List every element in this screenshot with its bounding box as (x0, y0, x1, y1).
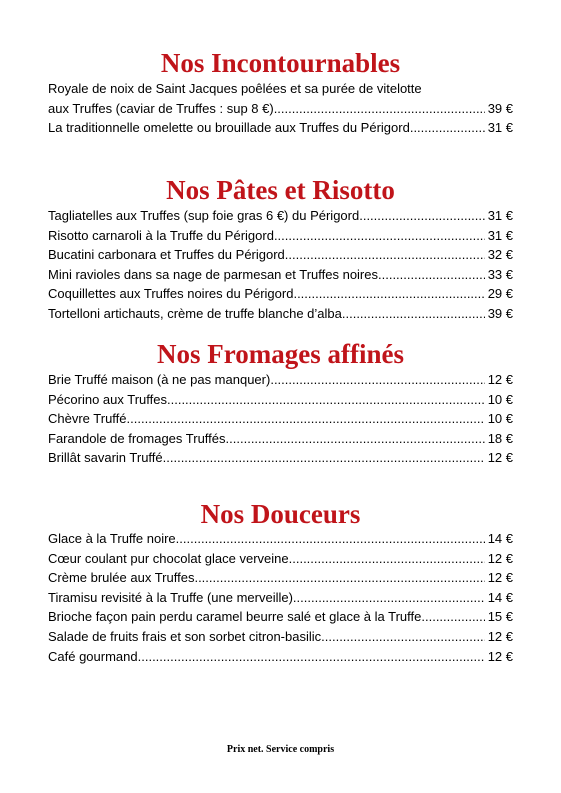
menu-item-lead (48, 79, 513, 99)
dot-leader (270, 370, 484, 390)
menu-item-price: 12 € (487, 550, 513, 566)
menu-item (48, 429, 513, 449)
menu-item-price: 12 € (487, 372, 513, 387)
section-title-fromages: Nos Fromages affinés (157, 339, 404, 369)
menu-item-price: 12 € (487, 648, 513, 664)
section-title-pates-risotto: Nos Pâtes et Risotto (166, 175, 395, 205)
menu-item-name: Tiramisu revisité à la Truffe (une merveille) (48, 589, 293, 605)
menu-item-price: 15 € (487, 609, 513, 625)
dot-leader (274, 99, 485, 119)
menu-item (48, 627, 513, 647)
menu-item-price: 31 € (487, 120, 513, 136)
section-title-douceurs: Nos Douceurs (200, 499, 361, 529)
dot-leader (421, 607, 484, 627)
menu-item (48, 607, 513, 627)
menu-item (48, 99, 513, 119)
menu-item-price: 29 € (487, 286, 513, 302)
menu-item-price: 14 € (487, 589, 513, 605)
menu-item (48, 370, 513, 390)
dot-leader (289, 549, 485, 569)
dot-leader (274, 226, 485, 246)
dot-leader (378, 265, 485, 285)
menu-item-name: Mini ravioles dans sa nage de parmesan et Truffes noires (48, 266, 378, 282)
menu-item (48, 390, 513, 410)
dot-leader (226, 429, 485, 449)
menu-item-name: Coquillettes aux Truffes noires du Périgord (48, 286, 294, 302)
menu-item-name: Café gourmand (48, 648, 138, 664)
menu-item-price: 31 € (487, 227, 513, 243)
menu-item-name: Brillât savarin Truffé (48, 450, 163, 466)
dot-leader (127, 409, 485, 429)
menu-item-name: aux Truffes (caviar de Truffes : sup 8 €) (48, 100, 274, 116)
section-items-pates-risotto (48, 206, 513, 324)
menu-item-price: 10 € (487, 411, 513, 427)
dot-leader (138, 647, 485, 667)
menu-item-name: Glace à la Truffe noire (48, 531, 176, 546)
menu-item-price: 39 € (487, 100, 513, 116)
menu-item-name: Tagliatelles aux Truffes (sup foie gras 6 €) du Périgord (48, 208, 360, 223)
menu-item (48, 226, 513, 246)
menu-item-name: Pécorino aux Truffes (48, 391, 167, 407)
menu-item-name: Brioche façon pain perdu caramel beurre salé et glace à la Truffe (48, 609, 422, 625)
menu-item-price: 10 € (487, 391, 513, 407)
menu-item-name: Risotto carnaroli à la Truffe du Périgord (48, 227, 274, 243)
section-items-incontournables (48, 79, 513, 138)
menu-item (48, 206, 513, 226)
menu-item (48, 588, 513, 608)
menu-item (48, 448, 513, 468)
menu-item (48, 265, 513, 285)
dot-leader (176, 529, 485, 549)
menu-item-price: 14 € (487, 531, 513, 546)
menu-item-name: Farandole de fromages Truffés (48, 430, 226, 446)
menu-item (48, 304, 513, 324)
dot-leader (285, 245, 485, 265)
dot-leader (342, 304, 485, 324)
menu-item-price: 12 € (487, 570, 513, 586)
menu-item-name: Tortelloni artichauts, crème de truffe blanche d’alba (48, 305, 342, 321)
menu-item-name: Bucatini carbonara et Truffes du Périgord (48, 247, 285, 263)
menu-item-name: Crème brulée aux Truffes (48, 570, 195, 586)
dot-leader (321, 627, 485, 647)
dot-leader (167, 390, 485, 410)
dot-leader (410, 118, 485, 138)
menu-item (48, 284, 513, 304)
dot-leader (293, 588, 485, 608)
menu-item (48, 647, 513, 667)
dot-leader (293, 284, 484, 304)
menu-item-name: Brie Truffé maison (à ne pas manquer) (48, 372, 271, 387)
footer-note: Prix net. Service compris (226, 744, 335, 755)
menu-item-price: 12 € (487, 628, 513, 644)
section-items-fromages (48, 370, 513, 468)
menu-item-name: La traditionnelle omelette ou brouillade aux Truffes du Périgord (48, 120, 410, 136)
dot-leader (163, 448, 485, 468)
menu-item (48, 568, 513, 588)
dot-leader (359, 206, 484, 226)
menu-item-price: 31 € (487, 208, 513, 223)
menu-item (48, 549, 513, 569)
menu-item (48, 245, 513, 265)
menu-item-price: 12 € (487, 450, 513, 466)
menu-item-name: Salade de fruits frais et son sorbet citron-basilic (48, 628, 322, 644)
menu-item-price: 32 € (487, 247, 513, 263)
section-title-incontournables: Nos Incontournables (160, 48, 401, 78)
menu-item (48, 118, 513, 138)
menu-item-name: Chèvre Truffé (48, 411, 127, 427)
menu-item-price: 39 € (487, 305, 513, 321)
menu-item (48, 529, 513, 549)
menu-item-price: 33 € (487, 266, 513, 282)
section-items-douceurs (48, 529, 513, 666)
menu-item-name: Cœur coulant pur chocolat glace verveine (48, 550, 289, 566)
menu-item (48, 409, 513, 429)
menu-item-lead-text: Royale de noix de Saint Jacques poêlées et sa purée de vitelotte (48, 81, 422, 96)
dot-leader (194, 568, 484, 588)
menu-item-price: 18 € (487, 430, 513, 446)
